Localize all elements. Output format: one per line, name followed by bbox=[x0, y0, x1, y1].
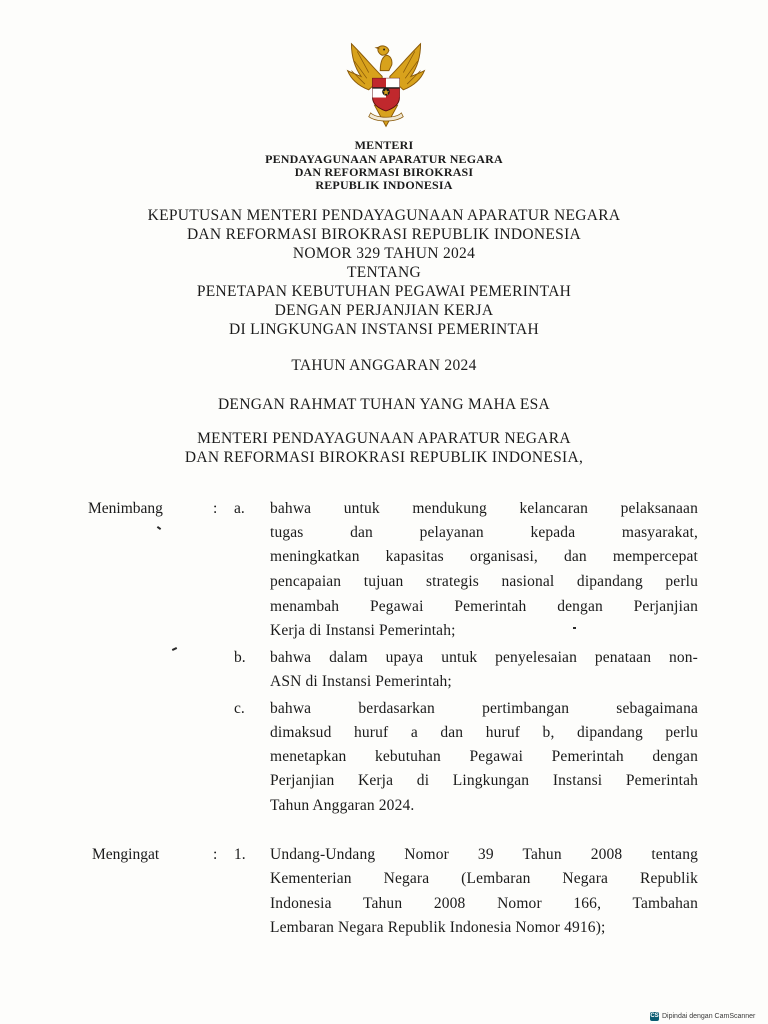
mengingat-label: Mengingat bbox=[92, 846, 160, 863]
clause-line: Tahun Anggaran 2024. bbox=[270, 797, 415, 814]
title-line: DAN REFORMASI BIROKRASI REPUBLIK INDONESIA bbox=[186, 226, 582, 243]
title-line: NOMOR 329 TAHUN 2024 bbox=[292, 245, 476, 262]
menimbang-label: Menimbang bbox=[88, 500, 163, 517]
garuda-emblem-icon bbox=[338, 38, 434, 134]
letterhead-line: DAN REFORMASI BIROKRASI bbox=[294, 165, 474, 179]
clause-line: Kementerian Negara (Lembaran Negara Republik bbox=[270, 870, 698, 887]
menimbang-colon: : bbox=[213, 500, 218, 517]
clause-line: bahwa berdasarkan pertimbangan sebagaimana bbox=[270, 700, 698, 717]
clause-line: menambah Pegawai Pemerintah dengan Perjanjian bbox=[270, 598, 698, 615]
item-marker-1: 1. bbox=[234, 846, 246, 863]
scan-artifact bbox=[157, 526, 161, 530]
clause-line: pencapaian tujuan strategis nasional dipandang perlu bbox=[270, 573, 698, 590]
scan-artifact bbox=[172, 647, 177, 651]
clause-line: menetapkan kebutuhan Pegawai Pemerintah dengan bbox=[270, 748, 698, 765]
invocation: DENGAN RAHMAT TUHAN YANG MAHA ESA bbox=[217, 396, 551, 413]
clause-line: bahwa untuk mendukung kelancaran pelaksanaan bbox=[270, 500, 698, 517]
item-marker-a: a. bbox=[234, 500, 245, 517]
scan-artifact bbox=[573, 627, 576, 629]
clause-line: meningkatkan kapasitas organisasi, dan mempercepat bbox=[270, 548, 698, 565]
letterhead-line: REPUBLIK INDONESIA bbox=[315, 178, 453, 192]
letterhead-line: PENDAYAGUNAAN APARATUR NEGARA bbox=[265, 152, 503, 166]
clause-line: dimaksud huruf a dan huruf b, dipandang perlu bbox=[270, 724, 698, 741]
mengingat-colon: : bbox=[213, 846, 218, 863]
clause-line: ASN di Instansi Pemerintah; bbox=[270, 673, 452, 690]
title-line: KEPUTUSAN MENTERI PENDAYAGUNAAN APARATUR NEGARA bbox=[147, 207, 621, 224]
clause-line: Kerja di Instansi Pemerintah; bbox=[270, 622, 456, 639]
fiscal-year: TAHUN ANGGARAN 2024 bbox=[291, 357, 477, 374]
title-line: DI LINGKUNGAN INSTANSI PEMERINTAH bbox=[228, 321, 540, 338]
camscanner-logo-icon: CS bbox=[650, 1013, 659, 1019]
clause-line: Perjanjian Kerja di Lingkungan Instansi Pemerintah bbox=[270, 772, 698, 789]
title-line: TENTANG bbox=[346, 264, 422, 281]
letterhead-line: MENTERI bbox=[354, 138, 414, 152]
clause-line: Lembaran Negara Republik Indonesia Nomor 4916); bbox=[270, 919, 606, 936]
scanner-text: Dipindai dengan CamScanner bbox=[662, 1012, 756, 1020]
title-line: PENETAPAN KEBUTUHAN PEGAWAI PEMERINTAH bbox=[196, 283, 572, 300]
issuer-line: DAN REFORMASI BIROKRASI REPUBLIK INDONESIA, bbox=[184, 449, 584, 466]
clause-line: bahwa dalam upaya untuk penyelesaian penataan non- bbox=[270, 649, 698, 666]
clause-line: tugas dan pelayanan kepada masyarakat, bbox=[270, 524, 698, 541]
title-line: DENGAN PERJANJIAN KERJA bbox=[274, 302, 494, 319]
item-marker-b: b. bbox=[234, 649, 246, 666]
item-marker-c: c. bbox=[234, 700, 245, 717]
issuer-line: MENTERI PENDAYAGUNAAN APARATUR NEGARA bbox=[197, 430, 571, 447]
scanner-watermark bbox=[650, 1010, 755, 1022]
clause-line: Undang-Undang Nomor 39 Tahun 2008 tentang bbox=[270, 846, 698, 863]
clause-line: Indonesia Tahun 2008 Nomor 166, Tambahan bbox=[270, 895, 698, 912]
